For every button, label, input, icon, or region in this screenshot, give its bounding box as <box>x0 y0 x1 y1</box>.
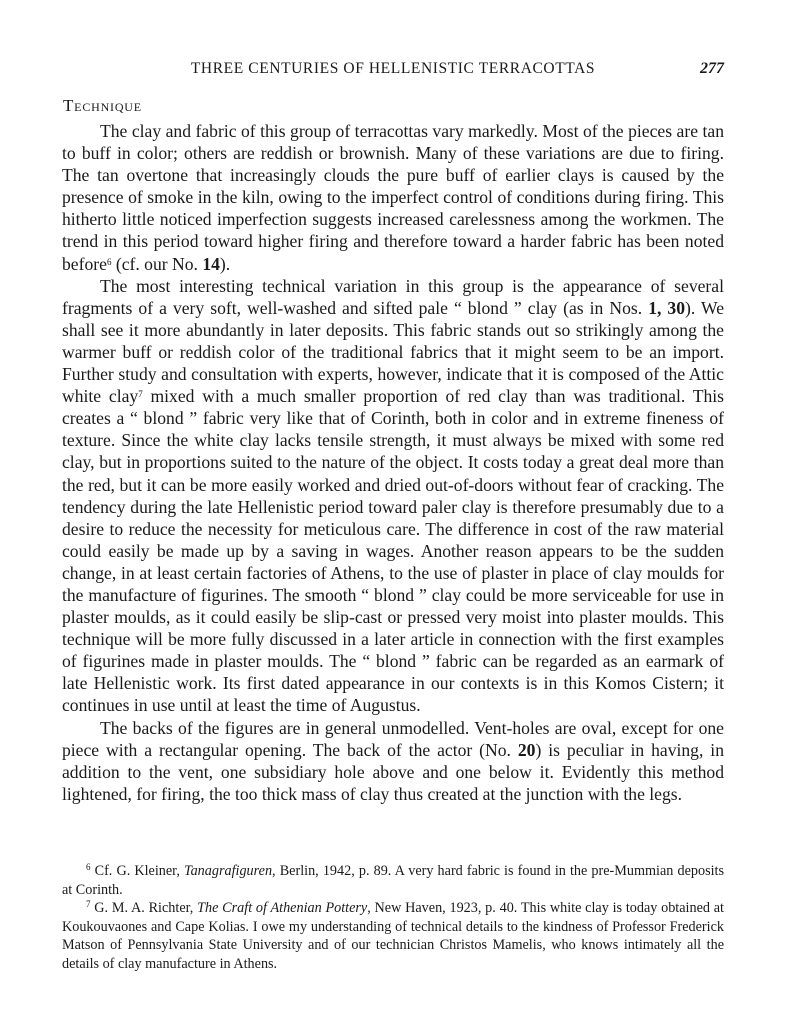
footnote-7 <box>62 899 724 973</box>
paragraph-text: ). <box>219 253 231 274</box>
footnote-ref-6[interactable]: 6 <box>106 256 112 267</box>
paragraph-3 <box>62 717 724 805</box>
paragraph-text: The backs of the figures are in general unmodelled. Vent-holes are oval, except for one piece with a rectangular opening. The back of the actor (No. <box>62 717 724 760</box>
footnote-marker: 6 <box>86 862 91 872</box>
footnote-text: , Berlin, 1942, p. 89. A very hard fabric is found in the pre-Mummian deposits at Corinth. <box>62 863 724 898</box>
paragraph-2 <box>62 275 724 717</box>
footnote-text: , New Haven, 1923, p. 40. This white clay is today obtained at Koukouvaones and Cape Kolias. I owe my understanding of technical details to the kindness of Professor Frederick Matson of Pennsylvania State University and of our technician Christos Mamelis, who knows intimately all the details of clay manufacture in Athens. <box>62 900 724 972</box>
page-number: 277 <box>700 60 724 77</box>
paragraph-text: The most interesting technical variation in this group is the appearance of several fragments of a very soft, well-washed and sifted pale “ blond ” clay (as in Nos. <box>62 275 724 318</box>
catalogue-number: 20 <box>517 739 536 760</box>
running-title: THREE CENTURIES OF HELLENISTIC TERRACOTTAS <box>190 60 596 77</box>
paragraph-text: (cf. our No. <box>111 253 203 274</box>
paragraph-text: The clay and fabric of this group of terracottas vary markedly. Most of the pieces are tan to buff in color; others are reddish or brownish. Many of these variations are due to firing. The tan overtone that increasingly clouds the pure buff of earlier clays is caused by the presence of smoke in the kiln, owing to the imperfect control of conditions during firing. This hitherto little noticed imperfection suggests increased carelessness among the workmen. The trend in this period toward higher firing and therefore toward a harder fabric has been noted before <box>62 121 724 274</box>
footnote-text: G. M. A. Richter, <box>90 900 198 917</box>
cited-title: The Craft of Athenian Pottery <box>197 900 368 917</box>
footnotes <box>62 862 724 974</box>
footnote-text: Cf. G. Kleiner, <box>90 863 184 879</box>
footnote-ref-7[interactable]: 7 <box>138 389 143 400</box>
footnote-6 <box>62 862 724 899</box>
catalogue-number: 1, 30 <box>648 297 686 318</box>
body-text <box>62 120 724 805</box>
cited-title: Tanagrafiguren <box>184 863 273 879</box>
paragraph-text: mixed with a much smaller proportion of red clay than was traditional. This creates a “ blond ” fabric very like that of Corinth, both in color and in extreme fineness of texture. Since the white clay lacks tensile strength, it must always be mixed with some red clay, but in proportions suited to the nature of the object. It costs today a great deal more than the red, but it can be more easily worked and dried out-of-doors without fear of cracking. The tendency during the late Hellenistic period toward paler clay is therefore presumably due to a desire to reduce the necessity for meticulous care. The difference in cost of the raw material could easily be made up by a saving in wages. Another reason appears to be the sudden change, in at least certain factories of Athens, to the use of plaster in place of clay moulds for the manufacture of figurines. The smooth “ blond ” clay could be more serviceable for use in plaster moulds, as it could easily be slip-cast or pressed very moist into plaster moulds. This technique will be more fully discussed in a later article in connection with the first examples of figurines made in plaster moulds. The “ blond ” fabric can be regarded as an earmark of late Hellenistic work. Its first dated appearance in our contexts is in this Komos Cistern; it continues in use until at least the time of Augustus. <box>62 386 724 716</box>
paragraph-text: ) is peculiar in having, in addition to the vent, one subsidiary hole above and one below it. Evidently this method lightened, for firing, the too thick mass of clay thus created at the junction with the legs. <box>62 739 724 804</box>
catalogue-number: 14 <box>202 253 220 274</box>
section-heading: Technique <box>63 96 142 115</box>
paragraph-1 <box>62 120 724 275</box>
running-header <box>62 60 724 82</box>
paragraph-text: ). We shall see it more abundantly in later deposits. This fabric stands out so strikingly among the warmer buff or reddish color of the traditional fabrics that it might seem to be an import. Further study and consultation with experts, however, indicate that it is composed of the Attic white clay <box>62 297 725 407</box>
footnote-marker: 7 <box>86 899 91 910</box>
